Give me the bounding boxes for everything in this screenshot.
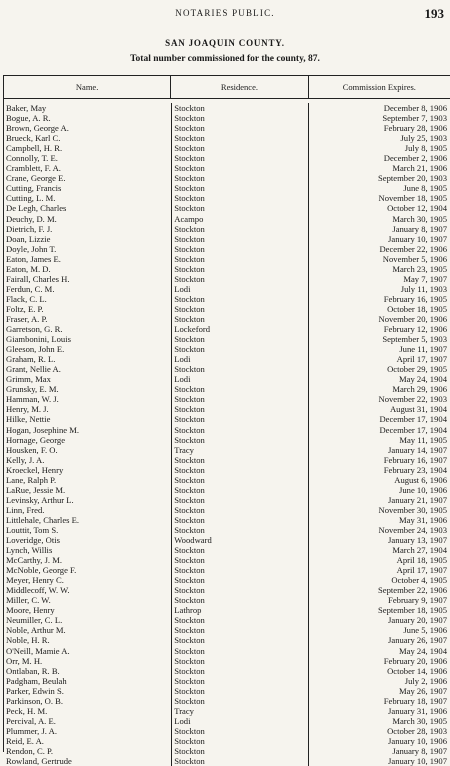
notary-residence: Stockton: [172, 404, 308, 414]
table-row: [4, 344, 450, 354]
notary-residence: Lodi: [172, 374, 308, 384]
notary-residence: Stockton: [172, 756, 308, 766]
commission-expires: February 9, 1907: [388, 595, 447, 606]
notary-name: Fairall, Charles H.: [4, 274, 172, 284]
notary-name: Dietrich, F. J.: [4, 224, 172, 234]
commission-expires: April 17, 1907: [396, 565, 447, 576]
notary-residence: Stockton: [172, 334, 308, 344]
table-row: [4, 193, 450, 203]
notary-name: Rendon, C. P.: [4, 746, 172, 756]
notary-name: Grimm, Max: [4, 374, 172, 384]
table-row: [4, 334, 450, 344]
commission-expires: July 11, 1903: [400, 283, 447, 294]
notary-residence: Stockton: [172, 193, 308, 203]
notary-name: Lane, Ralph P.: [4, 475, 172, 485]
table-row: [4, 495, 450, 505]
commission-expires: May 7, 1907: [403, 273, 447, 284]
commission-expires: December 8, 1906: [383, 103, 447, 113]
notary-name: LaRue, Jessie M.: [4, 485, 172, 495]
notary-residence: Stockton: [172, 635, 308, 645]
commission-expires: January 20, 1907: [388, 615, 447, 626]
notary-residence: Stockton: [172, 515, 308, 525]
notary-residence: Stockton: [172, 274, 308, 284]
notary-residence: Stockton: [172, 686, 308, 696]
commission-expires: January 10, 1906: [388, 735, 447, 746]
notary-residence: Stockton: [172, 595, 308, 605]
commission-expires: May 31, 1906: [399, 514, 447, 525]
commission-expires: July 25, 1903: [400, 133, 447, 144]
table-row: [4, 254, 450, 264]
notary-residence: Lodi: [172, 354, 308, 364]
table-row: [4, 143, 450, 153]
notary-name: Miller, C. W.: [4, 595, 172, 605]
table-row: [4, 686, 450, 696]
table-row: [4, 324, 450, 334]
notary-name: Cramblett, F. A.: [4, 163, 172, 173]
commission-expires: November 30, 1905: [378, 504, 447, 515]
notary-residence: Stockton: [172, 575, 308, 585]
notary-name: Giambonini, Louis: [4, 334, 172, 344]
notary-residence: Stockton: [172, 103, 308, 113]
running-header: [0, 6, 450, 20]
table-row: [4, 505, 450, 515]
commission-expires: October 28, 1903: [387, 725, 447, 736]
notary-name: Henry, M. J.: [4, 404, 172, 414]
table-row: [4, 615, 450, 625]
table-row: [4, 595, 450, 605]
notary-residence: Stockton: [172, 314, 308, 324]
table-row: [4, 635, 450, 645]
notary-name: McNoble, George F.: [4, 565, 172, 575]
notary-name: Littlehale, Charles E.: [4, 515, 172, 525]
notary-name: Orr, M. H.: [4, 656, 172, 666]
commission-expires: March 30, 1905: [392, 715, 447, 726]
notary-residence: Stockton: [172, 113, 308, 123]
table-row: [4, 555, 450, 565]
notary-residence: Stockton: [172, 264, 308, 274]
notary-name: Levinsky, Arthur L.: [4, 495, 172, 505]
column-header-residence: Residence.: [171, 76, 308, 98]
table-row: [4, 605, 450, 615]
notary-name: Kroeckel, Henry: [4, 465, 172, 475]
notary-name: Flack, C. L.: [4, 294, 172, 304]
table-row: [4, 435, 450, 445]
table-row: [4, 525, 450, 535]
commission-expires: December 22, 1906: [379, 243, 447, 254]
commission-expires: March 29, 1906: [392, 384, 447, 395]
notary-residence: Stockton: [172, 666, 308, 676]
notary-residence: Stockton: [172, 545, 308, 555]
notary-name: Ferdun, C. M.: [4, 284, 172, 294]
table-row: [4, 314, 450, 324]
commission-expires: November 5, 1906: [382, 253, 447, 264]
notary-name: Linn, Fred.: [4, 505, 172, 515]
commission-expires: February 16, 1907: [383, 454, 447, 465]
notary-name: Hogan, Josephine M.: [4, 425, 172, 435]
table-row: [4, 244, 450, 254]
table-row: [4, 294, 450, 304]
notary-residence: Lathrop: [172, 605, 308, 615]
commission-expires: January 8, 1907: [392, 223, 447, 234]
commission-expires: May 24, 1904: [399, 645, 447, 656]
commission-expires: December 17, 1904: [379, 414, 447, 425]
commission-expires: June 8, 1905: [403, 183, 447, 194]
notary-residence: Stockton: [172, 615, 308, 625]
table-row: [4, 113, 450, 123]
notary-name: Moore, Henry: [4, 605, 172, 615]
table-row: [4, 394, 450, 404]
notary-residence: Stockton: [172, 234, 308, 244]
commission-expires: August 6, 1906: [394, 474, 447, 485]
table-row: [4, 656, 450, 666]
commission-expires: June 11, 1907: [399, 344, 447, 355]
notary-name: Plummer, J. A.: [4, 726, 172, 736]
table-row: [4, 133, 450, 143]
notary-residence: Stockton: [172, 495, 308, 505]
notary-name: Parker, Edwin S.: [4, 686, 172, 696]
table-row: [4, 535, 450, 545]
commission-expires: February 20, 1906: [383, 655, 447, 666]
notary-residence: Stockton: [172, 133, 308, 143]
table-row: [4, 585, 450, 595]
table-row: [4, 736, 450, 746]
notary-residence: Stockton: [172, 153, 308, 163]
notary-residence: Acampo: [172, 214, 308, 224]
commission-expires: March 21, 1906: [392, 163, 447, 174]
table-row: [4, 364, 450, 374]
notary-name: Ontlaban, R. B.: [4, 666, 172, 676]
notary-residence: Stockton: [172, 625, 308, 635]
notary-residence: Stockton: [172, 555, 308, 565]
notary-residence: Stockton: [172, 254, 308, 264]
county-total: Total number commissioned for the county, 87.: [130, 54, 320, 64]
table-row: [4, 224, 450, 234]
notary-residence: Stockton: [172, 304, 308, 314]
notary-residence: Stockton: [172, 435, 308, 445]
notary-residence: Stockton: [172, 455, 308, 465]
table-row: [4, 515, 450, 525]
commission-expires: January 13, 1907: [388, 535, 447, 546]
notary-name: Noble, Arthur M.: [4, 625, 172, 635]
table-row: [4, 726, 450, 736]
table-row: [4, 706, 450, 716]
notary-name: Connolly, T. E.: [4, 153, 172, 163]
notary-name: Fraser, A. P.: [4, 314, 172, 324]
commission-expires: January 8, 1907: [392, 746, 447, 756]
notary-residence: Stockton: [172, 736, 308, 746]
commission-expires: June 5, 1906: [403, 625, 447, 636]
notary-residence: Lodi: [172, 716, 308, 726]
notary-residence: Stockton: [172, 203, 308, 213]
notary-residence: Stockton: [172, 656, 308, 666]
commission-expires: January 31, 1906: [388, 705, 447, 716]
table-row: [4, 455, 450, 465]
table-row: [4, 163, 450, 173]
county-title: SAN JOAQUIN COUNTY.: [165, 38, 285, 48]
notary-name: De Legh, Charles: [4, 203, 172, 213]
notary-name: Lynch, Willis: [4, 545, 172, 555]
notary-residence: Stockton: [172, 425, 308, 435]
notary-name: Eaton, James E.: [4, 254, 172, 264]
notary-name: Reid, E. A.: [4, 736, 172, 746]
commission-expires: January 21, 1907: [388, 494, 447, 505]
notary-residence: Stockton: [172, 143, 308, 153]
notary-name: Crane, George E.: [4, 173, 172, 183]
table-body: [4, 99, 450, 766]
notary-name: Meyer, Henry C.: [4, 575, 172, 585]
table-row: [4, 756, 450, 766]
notary-residence: Stockton: [172, 676, 308, 686]
commission-expires: October 29, 1905: [387, 364, 447, 375]
commission-expires: April 18, 1905: [396, 555, 447, 566]
notary-name: Deuchy, D. M.: [4, 214, 172, 224]
commission-expires: May 11, 1905: [399, 434, 447, 445]
notary-name: Noble, H. R.: [4, 635, 172, 645]
notary-name: Middlecoff, W. W.: [4, 585, 172, 595]
commission-expires: September 20, 1903: [378, 173, 447, 184]
commission-expires: January 14, 1907: [388, 444, 447, 455]
table-row: [4, 425, 450, 435]
table-row: [4, 153, 450, 163]
commission-expires: May 26, 1907: [399, 685, 447, 696]
commission-expires: December 17, 1904: [379, 424, 447, 435]
notary-name: Doyle, John T.: [4, 244, 172, 254]
notary-residence: Stockton: [172, 696, 308, 706]
table-row: [4, 183, 450, 193]
commission-expires: November 20, 1906: [378, 313, 447, 324]
notary-name: Hornage, George: [4, 435, 172, 445]
notary-name: Graham, R. L.: [4, 354, 172, 364]
commission-expires: January 10, 1907: [388, 233, 447, 244]
commission-expires: October 18, 1905: [387, 303, 447, 314]
notary-name: Foltz, E. P.: [4, 304, 172, 314]
notary-name: Eaton, M. D.: [4, 264, 172, 274]
notary-name: Campbell, H. R.: [4, 143, 172, 153]
commission-expires: September 18, 1905: [378, 605, 447, 616]
notary-name: Kelly, J. A.: [4, 455, 172, 465]
notary-residence: Stockton: [172, 183, 308, 193]
notary-name: Louttit, Tom S.: [4, 525, 172, 535]
table-row: [4, 666, 450, 676]
notary-residence: Lodi: [172, 284, 308, 294]
notary-name: Neumiller, C. L.: [4, 615, 172, 625]
notary-name: Gleeson, John E.: [4, 344, 172, 354]
table-row: [4, 264, 450, 274]
notary-name: Grant, Nellie A.: [4, 364, 172, 374]
notary-residence: Stockton: [172, 465, 308, 475]
table-row: [4, 374, 450, 384]
commission-expires: February 12, 1906: [383, 324, 447, 335]
notary-name: Parkinson, O. B.: [4, 696, 172, 706]
notary-name: Grunsky, E. M.: [4, 384, 172, 394]
table-row: [4, 565, 450, 575]
table-row: [4, 414, 450, 424]
table-row: [4, 203, 450, 213]
table-row: [4, 746, 450, 756]
notary-residence: Stockton: [172, 244, 308, 254]
commission-expires: February 23, 1904: [383, 464, 447, 475]
table-row: [4, 545, 450, 555]
notaries-table: [3, 75, 450, 766]
notary-residence: Stockton: [172, 123, 308, 133]
notary-name: Hilke, Nettie: [4, 414, 172, 424]
notary-residence: Stockton: [172, 224, 308, 234]
notary-residence: Tracy: [172, 445, 308, 455]
commission-expires: January 26, 1907: [388, 635, 447, 646]
notary-residence: Stockton: [172, 646, 308, 656]
notary-residence: Stockton: [172, 173, 308, 183]
commission-expires: March 27, 1904: [392, 545, 447, 556]
table-row: [4, 214, 450, 224]
column-header-name: Name.: [4, 76, 171, 98]
notary-residence: Stockton: [172, 746, 308, 756]
notary-name: Hamman, W. J.: [4, 394, 172, 404]
notary-residence: Stockton: [172, 364, 308, 374]
notary-residence: Stockton: [172, 726, 308, 736]
table-row: [4, 475, 450, 485]
commission-expires: November 22, 1903: [378, 394, 447, 405]
notary-name: Padgham, Beulah: [4, 676, 172, 686]
commission-expires: March 30, 1905: [392, 213, 447, 224]
table-header: [4, 76, 450, 99]
table-row: [4, 284, 450, 294]
notary-residence: Stockton: [172, 294, 308, 304]
notary-residence: Stockton: [172, 525, 308, 535]
notary-residence: Stockton: [172, 585, 308, 595]
notary-residence: Woodward: [172, 535, 308, 545]
notary-residence: Tracy: [172, 706, 308, 716]
notary-residence: Lockeford: [172, 324, 308, 334]
commission-expires: July 8, 1905: [404, 143, 447, 154]
commission-expires: April 17, 1907: [396, 354, 447, 365]
notary-name: Rowland, Gertrude: [4, 756, 172, 766]
table-row: [4, 123, 450, 133]
notary-name: Peck, H. M.: [4, 706, 172, 716]
notary-residence: Stockton: [172, 485, 308, 495]
notary-residence: Stockton: [172, 414, 308, 424]
table-row: [4, 234, 450, 244]
notary-name: Bogue, A. R.: [4, 113, 172, 123]
commission-expires: September 22, 1906: [378, 585, 447, 596]
commission-expires: May 24, 1904: [399, 374, 447, 385]
notary-name: O'Neill, Mamie A.: [4, 646, 172, 656]
table-row: [4, 716, 450, 726]
commission-expires: October 4, 1905: [391, 575, 447, 586]
commission-expires: October 14, 1906: [387, 665, 447, 676]
table-row: [4, 354, 450, 364]
table-row: [4, 384, 450, 394]
notary-residence: Stockton: [172, 163, 308, 173]
commission-expires: September 5, 1903: [382, 334, 447, 345]
notary-name: Brueck, Karl C.: [4, 133, 172, 143]
column-header-expires: Commission Expires.: [342, 82, 416, 92]
commission-expires: October 12, 1904: [387, 203, 447, 214]
table-row: [4, 465, 450, 475]
notary-residence: Stockton: [172, 344, 308, 354]
notary-name: Cutting, L. M.: [4, 193, 172, 203]
notary-residence: Stockton: [172, 565, 308, 575]
page-number: 193: [424, 6, 444, 21]
notary-residence: Stockton: [172, 394, 308, 404]
table-row: [4, 404, 450, 414]
commission-expires: November 18, 1905: [378, 193, 447, 204]
notary-residence: Stockton: [172, 505, 308, 515]
notary-name: McCarthy, J. M.: [4, 555, 172, 565]
commission-expires: February 16, 1905: [383, 293, 447, 304]
commission-expires: June 10, 1906: [399, 484, 447, 495]
commission-expires: December 2, 1906: [383, 153, 447, 164]
notary-name: Brown, George A.: [4, 123, 172, 133]
commission-expires: November 24, 1903: [378, 524, 447, 535]
notary-name: Housken, F. O.: [4, 445, 172, 455]
table-row: [4, 575, 450, 585]
notary-name: Garretson, G. R.: [4, 324, 172, 334]
table-row: [4, 304, 450, 314]
notary-name: Loveridge, Otis: [4, 535, 172, 545]
notary-residence: Stockton: [172, 475, 308, 485]
notary-residence: Stockton: [172, 384, 308, 394]
table-row: [4, 646, 450, 656]
notary-name: Baker, May: [4, 103, 172, 113]
table-row: [4, 103, 450, 113]
notary-name: Cutting, Francis: [4, 183, 172, 193]
commission-expires: August 31, 1904: [389, 404, 447, 415]
notary-name: Doan, Lizzie: [4, 234, 172, 244]
table-row: [4, 173, 450, 183]
table-row: [4, 696, 450, 706]
table-row: [4, 676, 450, 686]
commission-expires: July 2, 1906: [404, 675, 447, 686]
table-row: [4, 625, 450, 635]
table-row: [4, 274, 450, 284]
table-row: [4, 485, 450, 495]
commission-expires: February 18, 1907: [383, 695, 447, 706]
commission-expires: September 7, 1903: [382, 113, 447, 124]
commission-expires: February 28, 1906: [383, 123, 447, 134]
commission-expires: March 23, 1905: [392, 263, 447, 274]
commission-expires: January 10, 1907: [388, 756, 447, 766]
running-head: NOTARIES PUBLIC.: [175, 8, 275, 18]
table-row: [4, 445, 450, 455]
notary-name: Percival, A. E.: [4, 716, 172, 726]
